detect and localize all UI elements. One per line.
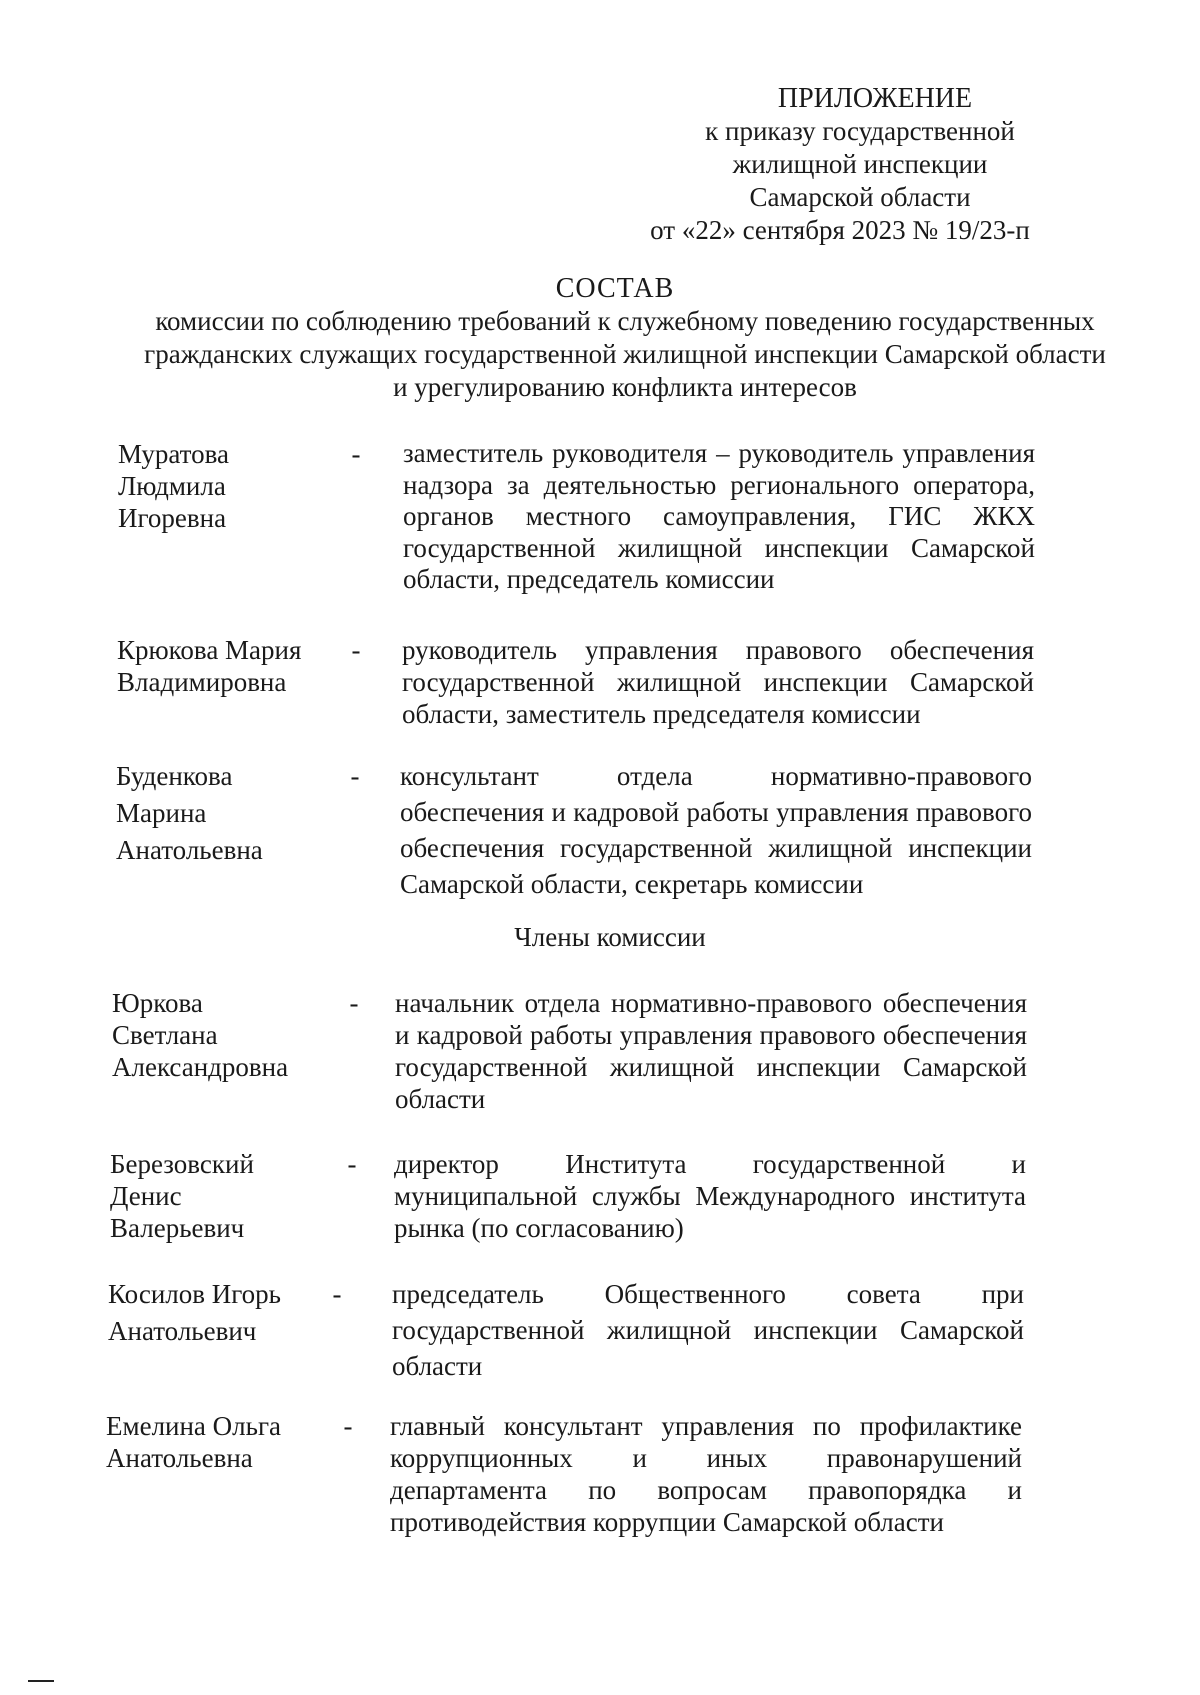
person-role: заместитель руководителя – руководитель управления надзора за деятельностью регионального оператора, органов местного самоуправления, ГИС ЖКХ государственной жилищной инспекции Самарской области, председатель комиссии: [403, 438, 1035, 594]
heading-line: гражданских служащих государственной жилищной инспекции Самарской области: [144, 339, 1106, 369]
person-name: [117, 634, 342, 698]
document-heading: [110, 272, 1140, 404]
person-role: директор Института государственной и муниципальной службы Международного института рынка (по согласованию): [394, 1149, 1026, 1243]
appendix-line: жилищной инспекции: [732, 149, 988, 179]
person-name: [110, 1148, 340, 1244]
person-name: [112, 987, 342, 1083]
person-name-line: Игоревна: [118, 503, 227, 533]
person-name-line: Анатольевна: [106, 1443, 253, 1473]
appendix-line: Самарской области: [749, 182, 971, 212]
person-name: [116, 758, 346, 869]
separator-dash: -: [347, 1149, 357, 1179]
separator-dash: -: [349, 988, 359, 1018]
appendix-block: [650, 82, 1070, 247]
person-role: руководитель управления правового обеспечения государственной жилищной инспекции Самарской области, заместитель председателя комиссии: [402, 635, 1034, 729]
separator-dash: -: [351, 439, 361, 469]
person-name-line: Березовский: [110, 1149, 254, 1179]
person-name-line: Буденкова: [116, 761, 233, 791]
person-name-line: Александровна: [112, 1052, 289, 1082]
person-name: [106, 1410, 312, 1474]
heading-line: комиссии по соблюдению требований к служебному поведению государственных: [155, 306, 1095, 336]
person-name-line: Светлана: [112, 1020, 218, 1050]
person-role: председатель Общественного совета при государственной жилищной инспекции Самарской области: [392, 1279, 1024, 1381]
person-name-line: Владимировна: [117, 667, 287, 697]
person-name: [118, 438, 348, 534]
person-name-line: Крюкова Мария: [117, 635, 302, 665]
person-name-line: Денис: [110, 1181, 182, 1211]
appendix-date-line: от «22» сентября 2023 № 19/23-п: [650, 215, 1030, 245]
separator-dash: -: [350, 761, 360, 791]
separator-dash: -: [351, 635, 361, 665]
separator-dash: -: [332, 1279, 342, 1309]
person-name-line: Валерьевич: [110, 1213, 245, 1243]
members-heading: Члены комиссии: [514, 922, 706, 952]
person-name-line: Анатольевна: [116, 835, 263, 865]
person-role: начальник отдела нормативно-правового обеспечения и кадровой работы управления правового обеспечения государственной жилищной инспекции Самарской области: [395, 988, 1027, 1114]
person-role: главный консультант управления по профилактике коррупционных и иных правонарушений департамента по вопросам правопорядка и противодействия коррупции Самарской области: [390, 1411, 1022, 1537]
person-name-line: Анатольевич: [108, 1316, 257, 1346]
person-name-line: Муратова: [118, 439, 229, 469]
appendix-title: ПРИЛОЖЕНИЕ: [777, 83, 973, 114]
person-name-line: Юркова: [112, 988, 203, 1018]
person-name-line: Марина: [116, 798, 207, 828]
heading-title: СОСТАВ: [555, 273, 675, 304]
scan-edge-mark: [28, 1680, 54, 1682]
person-name-line: Косилов Игорь: [108, 1279, 281, 1309]
appendix-line: к приказу государственной: [705, 116, 1015, 146]
person-role: консультант отдела нормативно-правового обеспечения и кадровой работы управления правового обеспечения государственной жилищной инспекции Самарской области, секретарь комиссии: [400, 761, 1032, 899]
person-name-line: Людмила: [118, 471, 226, 501]
separator-dash: -: [343, 1411, 353, 1441]
person-name: [108, 1276, 338, 1350]
heading-line: и урегулированию конфликта интересов: [393, 372, 857, 402]
person-name-line: Емелина Ольга: [106, 1411, 282, 1441]
